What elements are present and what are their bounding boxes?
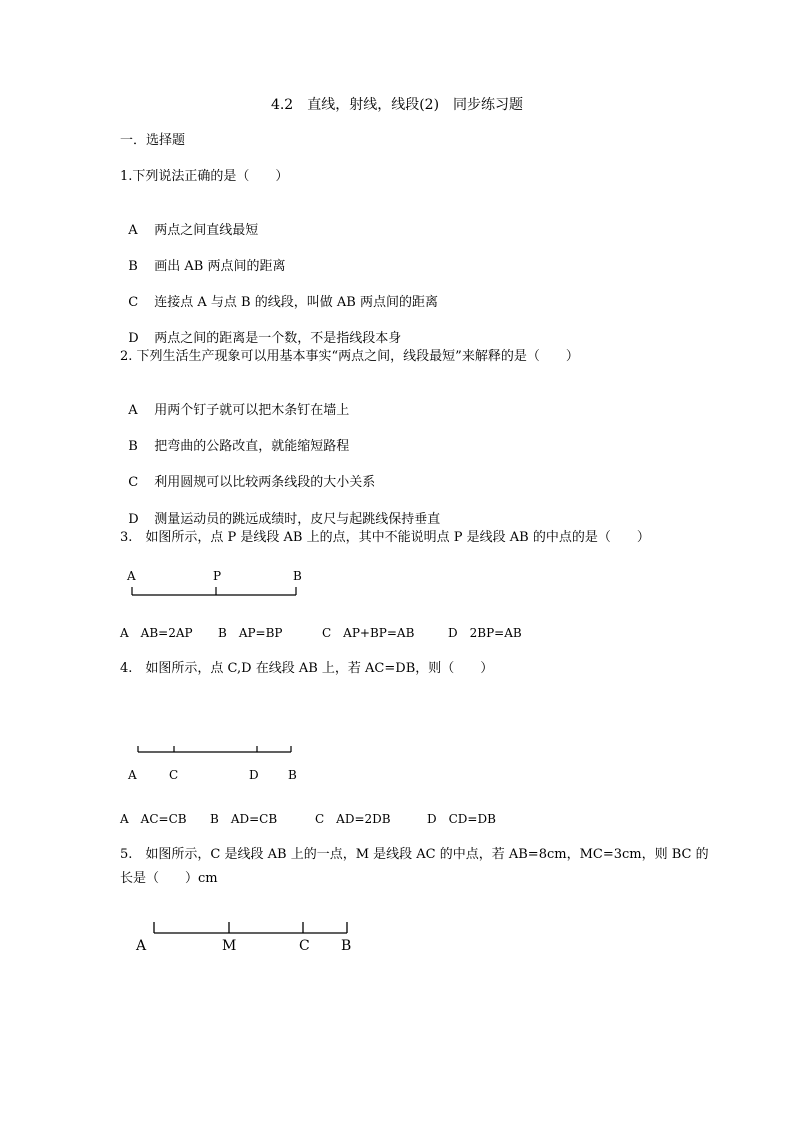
question-5-figure: [130, 915, 370, 960]
question-4-choice-a[interactable]: A AC=CB: [120, 812, 187, 826]
question-1-option-d[interactable]: [120, 312, 401, 348]
question-2-option-b[interactable]: [120, 420, 349, 456]
point-label-b: B: [341, 938, 352, 954]
option-text: 两点之间直线最短: [154, 223, 259, 238]
option-letter: C: [128, 475, 139, 490]
question-3-stem: 3. 如图所示，点 P 是线段 AB 上的点，其中不能说明点 P 是线段 AB 的中点的是（ ）: [120, 530, 650, 545]
point-label-a: A: [128, 768, 137, 782]
option-text: 测量运动员的跳远成绩时，皮尺与起跳线保持垂直: [154, 512, 441, 527]
option-letter: B: [128, 439, 138, 454]
point-label-d: D: [249, 768, 259, 782]
question-3-choice-b[interactable]: B AP=BP: [218, 626, 283, 640]
point-label-m: M: [222, 938, 237, 954]
option-letter: B: [128, 259, 138, 274]
question-4-figure: [120, 740, 310, 785]
question-2-option-a[interactable]: [120, 384, 349, 420]
point-label-a: A: [136, 938, 147, 954]
question-4-stem: 4. 如图所示，点 C,D 在线段 AB 上，若 AC=DB，则（ ）: [120, 661, 494, 676]
point-label-p: P: [213, 569, 222, 583]
question-1-option-a[interactable]: [120, 204, 258, 240]
question-4-choice-b[interactable]: B AD=CB: [210, 812, 278, 826]
question-5-stem-line1: 5. 如图所示，C 是线段 AB 上的一点，M 是线段 AC 的中点，若 AB=8cm，MC=3cm，则 BC 的: [120, 847, 709, 862]
option-letter: A: [128, 223, 138, 238]
page-title: 4.2 直线，射线，线段(2) 同步练习题: [270, 97, 524, 113]
section-heading: 一．选择题: [120, 133, 186, 148]
option-text: 连接点 A 与点 B 的线段，叫做 AB 两点间的距离: [154, 295, 438, 310]
point-label-b: B: [288, 768, 297, 782]
point-label-c: C: [299, 938, 310, 954]
question-4-choice-c[interactable]: C AD=2DB: [315, 812, 391, 826]
option-letter: A: [128, 403, 138, 418]
question-1-option-b[interactable]: [120, 240, 285, 276]
question-2-option-c[interactable]: [120, 456, 375, 492]
point-label-b: B: [293, 569, 302, 583]
question-5-stem-line2: 长是（ ）cm: [120, 871, 218, 886]
option-letter: C: [128, 295, 139, 310]
question-4-choice-d[interactable]: D CD=DB: [427, 812, 496, 826]
question-1-stem: 1.下列说法正确的是（ ）: [120, 169, 289, 184]
question-1-option-c[interactable]: [120, 276, 438, 312]
option-letter: D: [128, 331, 139, 346]
point-label-c: C: [169, 768, 179, 782]
question-3-figure: [120, 565, 320, 605]
point-label-a: A: [127, 569, 136, 583]
question-3-choice-c[interactable]: C AP+BP=AB: [322, 626, 415, 640]
option-text: 两点之间的距离是一个数，不是指线段本身: [154, 331, 402, 346]
option-letter: D: [128, 512, 139, 527]
option-text: 画出 AB 两点间的距离: [154, 259, 286, 274]
question-3-choice-a[interactable]: A AB=2AP: [120, 626, 193, 640]
option-text: 把弯曲的公路改直，就能缩短路程: [154, 439, 350, 454]
question-2-stem: 2. 下列生活生产现象可以用基本事实“两点之间，线段最短”来解释的是（ ）: [120, 349, 579, 364]
question-2-option-d[interactable]: [120, 493, 440, 529]
question-3-choice-d[interactable]: D 2BP=AB: [448, 626, 522, 640]
option-text: 利用圆规可以比较两条线段的大小关系: [154, 475, 376, 490]
option-text: 用两个钉子就可以把木条钉在墙上: [154, 403, 350, 418]
